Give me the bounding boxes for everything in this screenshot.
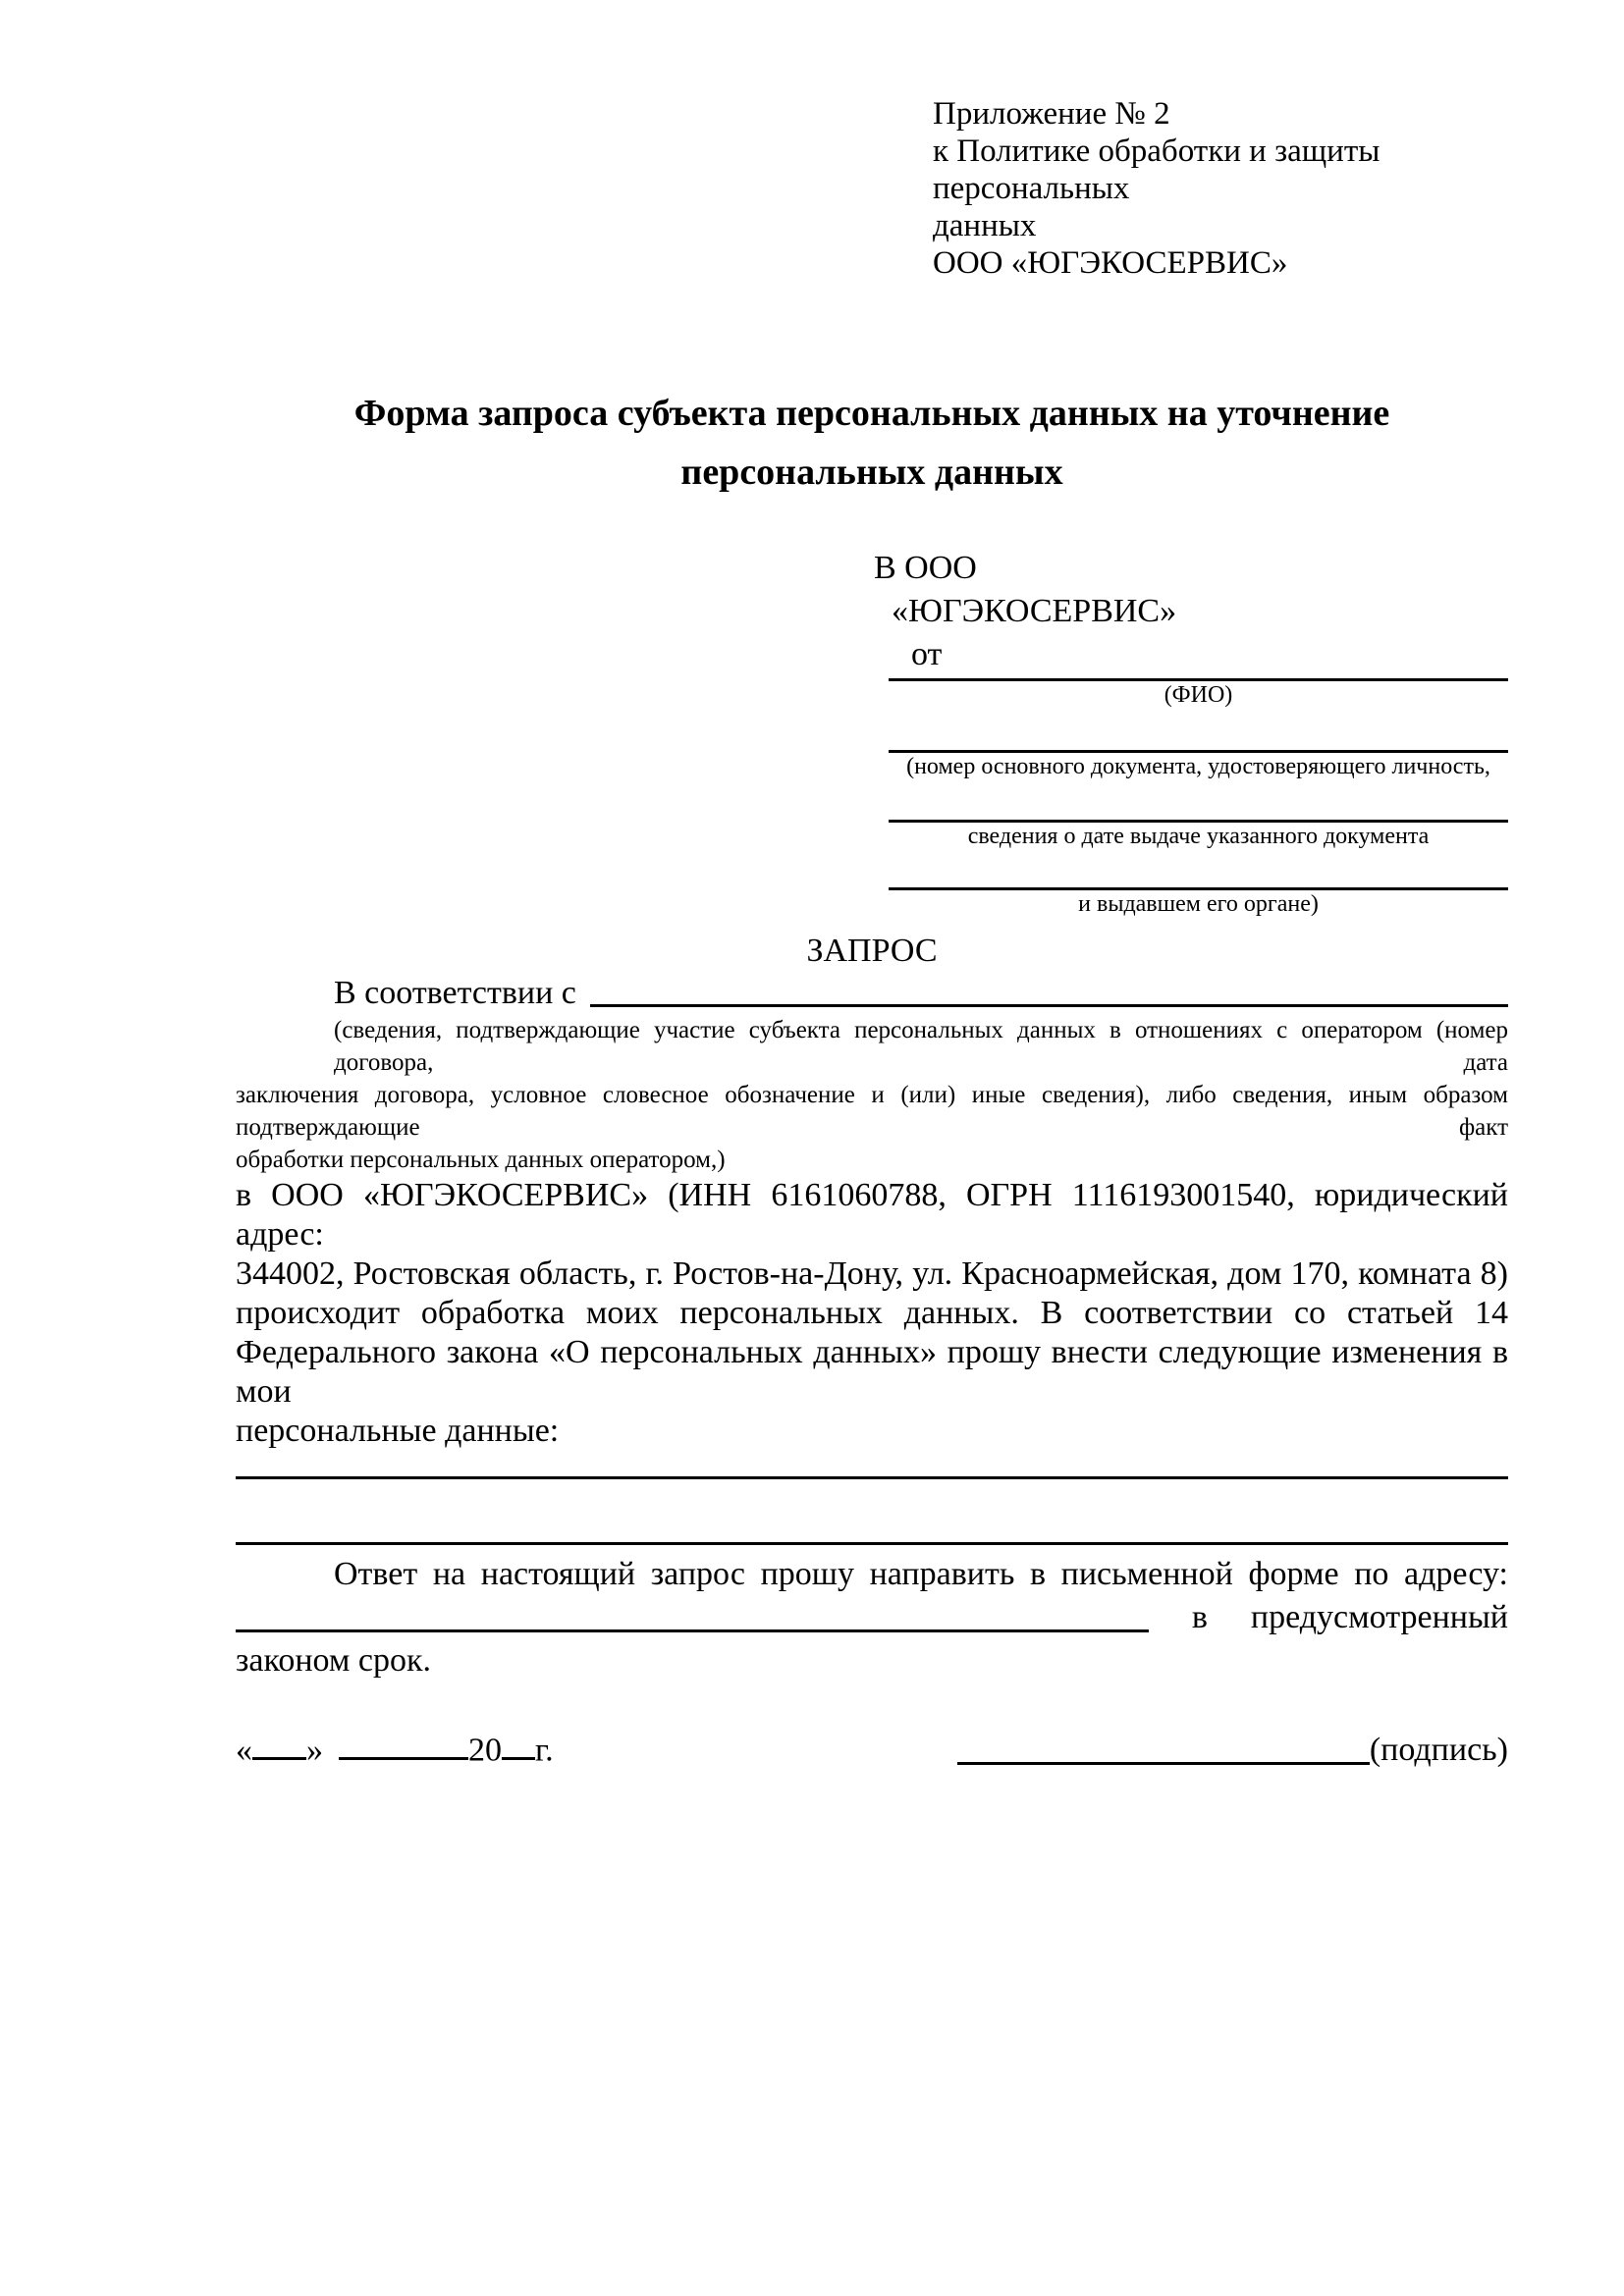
page-title-line: Форма запроса субъекта персональных данных на уточнение: [353, 393, 1390, 434]
date-quote-open: «: [236, 1732, 252, 1769]
fio-field-row: [889, 678, 1508, 709]
date-year-blank-line[interactable]: [502, 1726, 535, 1760]
page-title: [236, 384, 1508, 502]
explanatory-note: [236, 1014, 1508, 1176]
body-line: Федерального закона «О персональных данных» прошу внести следующие изменения в мои: [236, 1334, 1508, 1410]
date-group: [236, 1726, 554, 1772]
issue-date-caption: сведения о дате выдаче указанного документа: [967, 824, 1430, 849]
explanatory-note-line: обработки персональных данных оператором,): [236, 1147, 726, 1173]
body-line: происходит обработка моих персональных данных. В соответствии со статьей 14: [236, 1295, 1508, 1331]
signature-blank-line[interactable]: [957, 1762, 1370, 1765]
addressee-company-prefix: В ООО: [874, 550, 977, 586]
reply-address-blank-line[interactable]: [236, 1629, 1149, 1632]
addressee-block: [236, 547, 1508, 676]
date-month-blank-line[interactable]: [339, 1726, 468, 1760]
date-year-prefix: 20: [468, 1732, 502, 1769]
reply-tail-word-2: предусмотренный: [1250, 1599, 1508, 1635]
signature-caption: (подпись): [1369, 1732, 1508, 1769]
annex-note: [933, 95, 1508, 282]
reply-closing-line: законом срок.: [236, 1642, 431, 1679]
request-heading: ЗАПРОС: [806, 933, 938, 969]
explanatory-note-line: (сведения, подтверждающие участие субъекта персональных данных в отношениях с оператором (номер договора, дата: [334, 1017, 1508, 1076]
accordance-row: [236, 973, 1508, 1014]
issue-date-field-row: [889, 820, 1508, 850]
body-line: в ООО «ЮГЭКОСЕРВИС» (ИНН 6161060788, ОГРН 1116193001540, юридический адрес:: [236, 1177, 1508, 1253]
fio-caption: (ФИО): [1164, 682, 1233, 708]
reply-address-row: [236, 1596, 1508, 1639]
body-paragraph: [236, 1176, 1508, 1451]
addressee-from-label: от: [911, 636, 943, 672]
document-number-caption: (номер основного документа, удостоверяющего личность,: [906, 754, 1490, 779]
issuing-authority-caption: и выдавшем его органе): [1078, 891, 1319, 917]
accordance-lead-text: В соответствии с: [334, 975, 576, 1011]
date-quote-close: »: [306, 1732, 323, 1769]
changes-blank-line-2[interactable]: [236, 1542, 1508, 1545]
date-day-blank-line[interactable]: [252, 1726, 306, 1760]
document-number-field-row: [889, 750, 1508, 780]
body-line: 344002, Ростовская область, г. Ростов-на-Дону, ул. Красноармейская, дом 170, комната 8): [236, 1255, 1508, 1292]
body-line: персональные данные:: [236, 1413, 560, 1449]
applicant-fields: [889, 678, 1508, 918]
date-year-suffix: г.: [535, 1732, 554, 1769]
explanatory-note-line: заключения договора, условное словесное обозначение и (или) иные сведения), либо сведения, иным образом подтверждающие факт: [236, 1082, 1508, 1141]
signature-group: [957, 1726, 1508, 1772]
reply-tail-word-1: в: [1191, 1599, 1208, 1635]
accordance-blank-line[interactable]: [590, 973, 1508, 1007]
annex-note-line: к Политике обработки и защиты персональных: [933, 133, 1380, 206]
reply-request-line: Ответ на настоящий запрос прошу направить в письменной форме по адресу:: [334, 1556, 1508, 1592]
annex-note-line: данных: [933, 208, 1037, 243]
annex-note-line: Приложение № 2: [933, 96, 1170, 132]
annex-note-line: ООО «ЮГЭКОСЕРВИС»: [933, 245, 1288, 281]
date-signature-row: [236, 1726, 1508, 1772]
page-title-line: персональных данных: [680, 452, 1063, 493]
changes-blank-line-1[interactable]: [236, 1476, 1508, 1479]
issuing-authority-field-row: [889, 887, 1508, 918]
addressee-company-name: «ЮГЭКОСЕРВИС»: [892, 593, 1177, 629]
